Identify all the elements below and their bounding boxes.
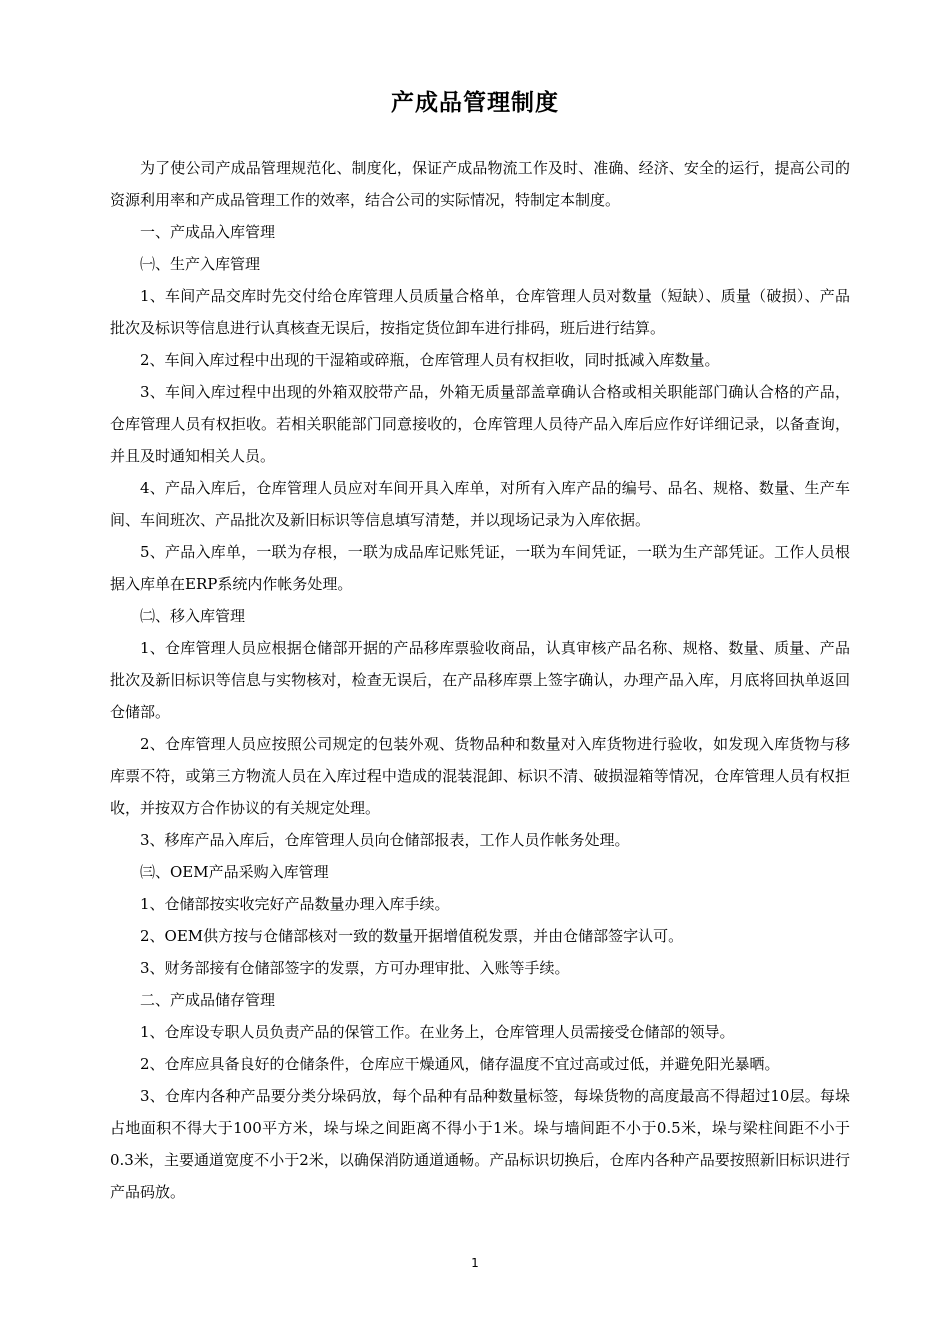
paragraph: 4、产品入库后，仓库管理人员应对车间开具入库单，对所有入库产品的编号、品名、规格、数量、生产车间、车间班次、产品批次及新旧标识等信息填写清楚，并以现场记录为入库依据。 <box>110 479 850 529</box>
paragraph: 2、OEM供方按与仓储部核对一致的数量开据增值税发票，并由仓储部签字认可。 <box>140 927 684 945</box>
paragraph: 3、仓库内各种产品要分类分垛码放，每个品种有品种数量标签，每垛货物的高度最高不得超过10层。每垛占地面积不得大于100平方米，垛与垛之间距离不得小于1米。垛与墙间距不小于0.5米，垛与梁柱间距不小于0.3米，主要通道宽度不小于2米，以确保消防通道通畅。产品标识切换后，仓库内各种产品要按照新旧标识进行产品码放。 <box>110 1087 850 1201</box>
paragraph <box>110 376 850 472</box>
paragraph: 2、仓库管理人员应按照公司规定的包装外观、货物品种和数量对入库货物进行验收，如发现入库货物与移库票不符，或第三方物流人员在入库过程中造成的混装混卸、标识不清、破损湿箱等情况，仓库管理人员有权拒收，并按双方合作协议的有关规定处理。 <box>110 735 850 817</box>
document-body <box>110 152 850 1208</box>
paragraph: 2、车间入库过程中出现的干湿箱或碎瓶，仓库管理人员有权拒收，同时抵减入库数量。 <box>140 351 720 369</box>
paragraph: 5、产品入库单，一联为存根，一联为成品库记账凭证，一联为车间凭证，一联为生产部凭证。工作人员根据入库单在ERP系统内作帐务处理。 <box>110 543 850 593</box>
paragraph: 1、仓储部按实收完好产品数量办理入库手续。 <box>140 895 450 913</box>
page-number: 1 <box>471 1256 479 1270</box>
paragraph: 1、仓库管理人员应根据仓储部开据的产品移库票验收商品，认真审核产品名称、规格、数量、质量、产品批次及新旧标识等信息与实物核对，检查无误后，在产品移库票上签字确认，办理产品入库，月底将回执单返回仓储部。 <box>110 639 850 721</box>
paragraph: 3、移库产品入库后，仓库管理人员向仓储部报表，工作人员作帐务处理。 <box>140 831 630 849</box>
paragraph: 1、仓库设专职人员负责产品的保管工作。在业务上，仓库管理人员需接受仓储部的领导。 <box>140 1023 735 1041</box>
document-title: 产成品管理制度 <box>391 90 559 116</box>
subsection-heading: ㈢、OEM产品采购入库管理 <box>140 863 329 881</box>
section-heading: 一、产成品入库管理 <box>140 223 276 241</box>
paragraph: 3、财务部接有仓储部签字的发票，方可办理审批、入账等手续。 <box>140 959 570 977</box>
paragraph-text: 3、车间入库过程中出现的外箱双胶带产品，外箱无质量部盖章确认合格或相关职能部门确认合格的产品，仓库管理人员有权拒收。若相关职能部门同意接收的，仓库管理人员待产品入库后应作好详细记录，以备查询，并且及时通知相关人员。 <box>110 383 850 465</box>
subsection-heading: ㈠、生产入库管理 <box>140 255 261 273</box>
section-heading: 二、产成品储存管理 <box>140 991 276 1009</box>
intro-paragraph: 为了使公司产成品管理规范化、制度化，保证产成品物流工作及时、准确、经济、安全的运行，提高公司的资源利用率和产成品管理工作的效率，结合公司的实际情况，特制定本制度。 <box>110 159 850 209</box>
paragraph: 2、仓库应具备良好的仓储条件，仓库应干燥通风，储存温度不宜过高或过低，并避免阳光暴晒。 <box>140 1055 780 1073</box>
paragraph: 1、车间产品交库时先交付给仓库管理人员质量合格单，仓库管理人员对数量（短缺）、质量（破损）、产品批次及标识等信息进行认真核查无误后，按指定货位卸车进行排码，班后进行结算。 <box>110 287 850 337</box>
subsection-heading: ㈡、移入库管理 <box>140 607 246 625</box>
